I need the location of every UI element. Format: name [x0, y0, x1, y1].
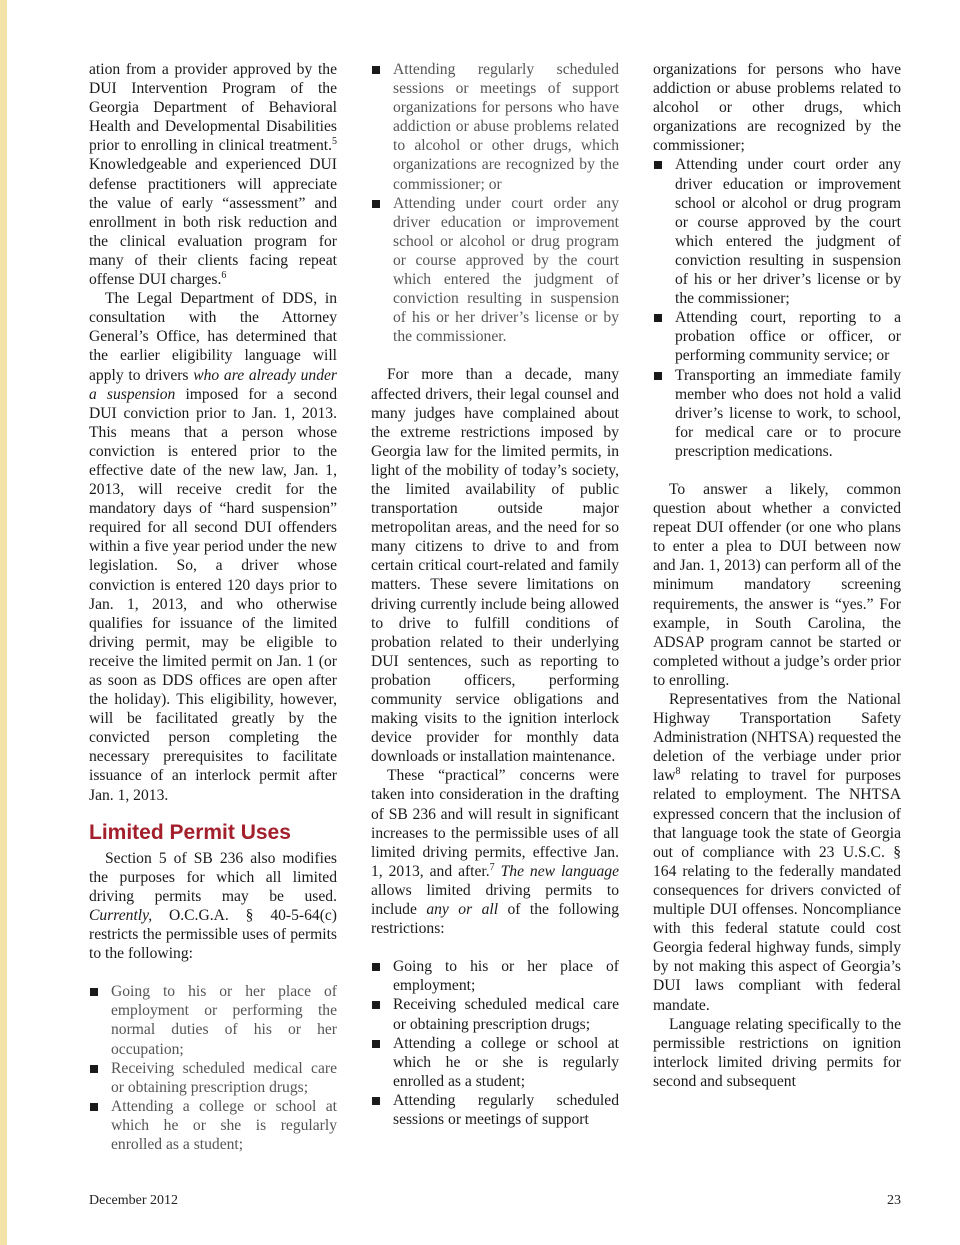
- bullet-icon: [372, 1040, 380, 1048]
- bullet-icon: [372, 66, 380, 74]
- list-item: Transporting an immediate family member who does not hold a valid driver’s license to work, to school, for medical care or to procure prescription medications.: [653, 366, 901, 461]
- column-3: [653, 60, 901, 1091]
- bullet-icon: [372, 963, 380, 971]
- bullet-icon: [90, 1103, 98, 1111]
- list-item: Attending a college or school at which he or she is regularly enrolled as a student;: [89, 1097, 337, 1154]
- bullet-list: [371, 957, 619, 1129]
- paragraph: The Legal Department of DDS, in consultation with the Attorney General’s Office, has determined that the earlier eligibility language will apply to drivers who are already under a suspension imposed for a second DUI conviction prior to Jan. 1, 2013. This means that a person whose conviction is entered prior to the effective date of the new law, Jan. 1, 2013, will receive credit for the mandatory days of “hard suspension” required for all second DUI offenders within a five year period under the new legislation. So, a driver whose conviction is entered 120 days prior to Jan. 1, 2013, and who otherwise qualifies for issuance of the limited driving permit, may be eligible to receive the limited permit on Jan. 1 (or as soon as DDS offices are open after the holiday). This eligibility, however, will be facilitated greatly by the convicted person completing the necessary prerequisites to facilitate issuance of an interlock permit after Jan. 1, 2013.: [89, 290, 337, 804]
- paragraph: Language relating specifically to the permissible restrictions on ignition interlock limited driving permits for second and subsequent: [653, 1015, 901, 1090]
- paragraph: These “practical” concerns were taken into consideration in the drafting of SB 236 and will result in significant increases to the permissible uses of all limited driving permits, effective Jan. 1, 2013, and after.$^7$ The new language allows limited driving permits to include any or all of the following restrictions:: [371, 767, 619, 938]
- bullet-icon: [90, 1065, 98, 1073]
- list-item: Attending a college or school at which he or she is regularly enrolled as a student;: [371, 1034, 619, 1091]
- bullet-icon: [654, 372, 662, 380]
- paragraph: For more than a decade, many affected drivers, their legal counsel and many judges have complained about the extreme restrictions imposed by Georgia law for the limited permits, in light of the mobility of today’s society, the limited availability of public transportation outside major metropolitan areas, and the need for so many citizens to drive to and from certain critical court-related and family matters. These severe limitations on driving currently include being allowed to drive to fulfill conditions of probation related to their underlying DUI sentences, such as reporting to probation officers, performing community service obligations and making visits to the ignition interlock device provider for monthly data downloads or installation maintenance.: [371, 366, 619, 766]
- section-heading: Limited Permit Uses: [89, 820, 291, 844]
- list-item: Going to his or her place of employment or performing the normal duties of his or her occupation;: [89, 982, 337, 1058]
- paragraph: ation from a provider approved by the DUI Intervention Program of the Georgia Department of Behavioral Health and Developmental Disabilities prior to enrolling in clinical treatment.$^5$ Knowledgeable and experienced DUI defense practitioners will appreciate the value of early “assessment” and enrollment in both risk reduction and the clinical evaluation program for many of their clients facing repeat offense DUI charges.$^6$: [89, 61, 337, 289]
- paragraph: Section 5 of SB 236 also modifies the purposes for which all limited driving permits may be used. Currently, O.C.G.A. § 40-5-64(c) restricts the permissible uses of permits to the following:: [89, 849, 337, 963]
- paragraph: organizations for persons who have addiction or abuse problems related to alcohol or other drugs, which organizations are recognized by the commissioner;: [653, 61, 901, 155]
- bullet-list: [653, 155, 901, 461]
- bullet-icon: [90, 988, 98, 996]
- bullet-icon: [372, 1001, 380, 1009]
- list-item: Attending under court order any driver education or improvement school or alcohol or drug program or course approved by the court which entered the judgment of conviction resulting in suspension of his or her driver’s license or by the commissioner.: [371, 194, 619, 347]
- bullet-icon: [372, 1097, 380, 1105]
- list-item: Attending under court order any driver education or improvement school or alcohol or drug program or course approved by the court which entered the judgment of conviction resulting in suspension of his or her driver’s license or by the commissioner;: [653, 155, 901, 308]
- bullet-list: [371, 60, 619, 346]
- column-1: [89, 60, 337, 1154]
- list-item: Going to his or her place of employment;: [371, 957, 619, 995]
- page-number: 23: [887, 1193, 901, 1208]
- bullet-icon: [372, 200, 380, 208]
- column-2: [371, 60, 619, 1129]
- list-item: Receiving scheduled medical care or obtaining prescription drugs;: [371, 995, 619, 1033]
- paragraph: Representatives from the National Highway Transportation Safety Administration (NHTSA) requested the deletion of the verbiage under prior law$^8$ relating to travel for purposes related to employment. The NHTSA expressed concern that the inclusion of that language took the state of Georgia out of compliance with 23 U.S.C. § 164 relating to the federally mandated consequences for drivers convicted of multiple DUI offenses. Noncompliance with this federal statute could cost Georgia federal highway funds, simply by not making this aspect of Georgia’s DUI laws compliant with federal mandate.: [653, 691, 901, 1014]
- list-item: Attending regularly scheduled sessions or meetings of support organizations for persons who have addiction or abuse problems related to alcohol or other drugs, which organizations are recognized by the commissioner; or: [371, 60, 619, 194]
- list-item: Attending regularly scheduled sessions or meetings of support: [371, 1091, 619, 1129]
- paragraph: To answer a likely, common question about whether a convicted repeat DUI offender (or one who plans to enter a plea to DUI between now and Jan. 1, 2013) can perform all of the minimum mandatory screening requirements, the answer is “yes.” For example, in South Carolina, the ADSAP program cannot be started or completed without a judge’s order prior to enrolling.: [653, 480, 901, 689]
- page-edge-bar: [0, 0, 7, 1245]
- footer-date: December 2012: [89, 1193, 179, 1208]
- bullet-list: [89, 982, 337, 1154]
- list-item: Attending court, reporting to a probation office or officer, or performing community service; or: [653, 308, 901, 365]
- list-item: Receiving scheduled medical care or obtaining prescription drugs;: [89, 1059, 337, 1097]
- bullet-icon: [654, 314, 662, 322]
- bullet-icon: [654, 161, 662, 169]
